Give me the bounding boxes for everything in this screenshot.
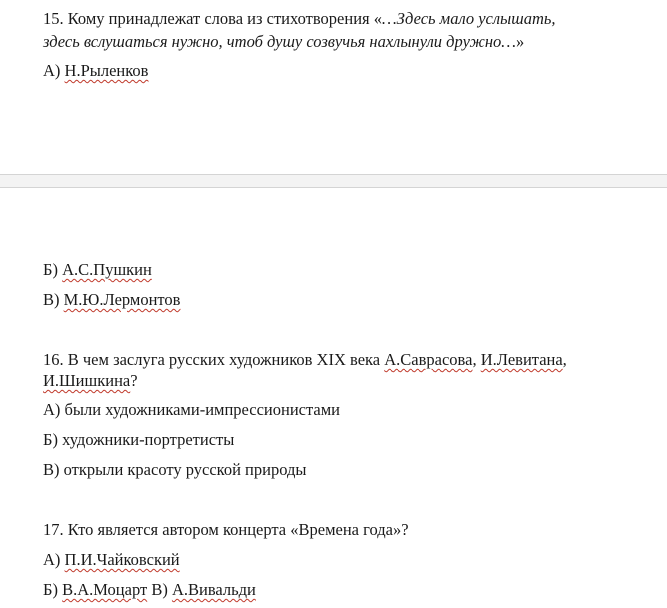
q17-option-b-prefix: Б) [43, 580, 63, 599]
page-break [0, 174, 667, 188]
q16-option-c: В) открыли красоту русской природы [43, 460, 307, 479]
q17-option-c-prefix: В) [147, 580, 172, 599]
q16-artist-levitan: И.Левитана [480, 350, 563, 369]
q17-option-c-name: А.Вивальди [171, 580, 256, 599]
q15-option-b-name: А.С.Пушкин [62, 260, 152, 279]
q15-option-c [43, 290, 180, 310]
q15-question-line1 [43, 9, 556, 29]
q17-option-a-prefix: А) [43, 550, 65, 569]
q16-artist-shishkin: И.Шишкина [43, 371, 131, 390]
q17-option-a [43, 550, 180, 570]
q16-artist-savrasov: А.Саврасова [384, 350, 473, 369]
q17-option-b-name: В.А.Моцарт [62, 580, 148, 599]
q15-quote-part2: здесь вслушаться нужно, чтоб душу созвучья нахлынули дружно… [43, 32, 516, 51]
q16-question-mark: ? [130, 371, 138, 390]
q15-option-b-prefix: Б) [43, 260, 63, 279]
q16-question-line1 [43, 350, 567, 370]
q15-option-a-prefix: А) [43, 61, 65, 80]
q15-quote-close: » [515, 32, 525, 51]
q15-quote-part1: …Здесь мало услышать, [382, 9, 556, 28]
q15-option-b [43, 260, 152, 280]
q15-option-a-name: Н.Рыленков [64, 61, 149, 80]
q16-question-line2 [43, 371, 138, 391]
q16-separator-2: , [562, 350, 567, 369]
q17-options-b-c [43, 580, 256, 600]
q17-question: 17. Кто является автором концерта «Времена года»? [43, 520, 409, 539]
q15-option-c-name: М.Ю.Лермонтов [63, 290, 181, 309]
q16-option-a: А) были художниками-импрессионистами [43, 400, 340, 419]
q15-option-a [43, 61, 148, 81]
q15-question-line2 [43, 32, 524, 52]
q16-separator-1: , [472, 350, 481, 369]
q15-option-c-prefix: В) [43, 290, 64, 309]
q16-option-b: Б) художники-портретисты [43, 430, 235, 449]
q16-question-text: 16. В чем заслуга русских художников XIX века [43, 350, 385, 369]
q17-option-a-name: П.И.Чайковский [64, 550, 180, 569]
q15-question-text: 15. Кому принадлежат слова из стихотворения « [43, 9, 382, 28]
